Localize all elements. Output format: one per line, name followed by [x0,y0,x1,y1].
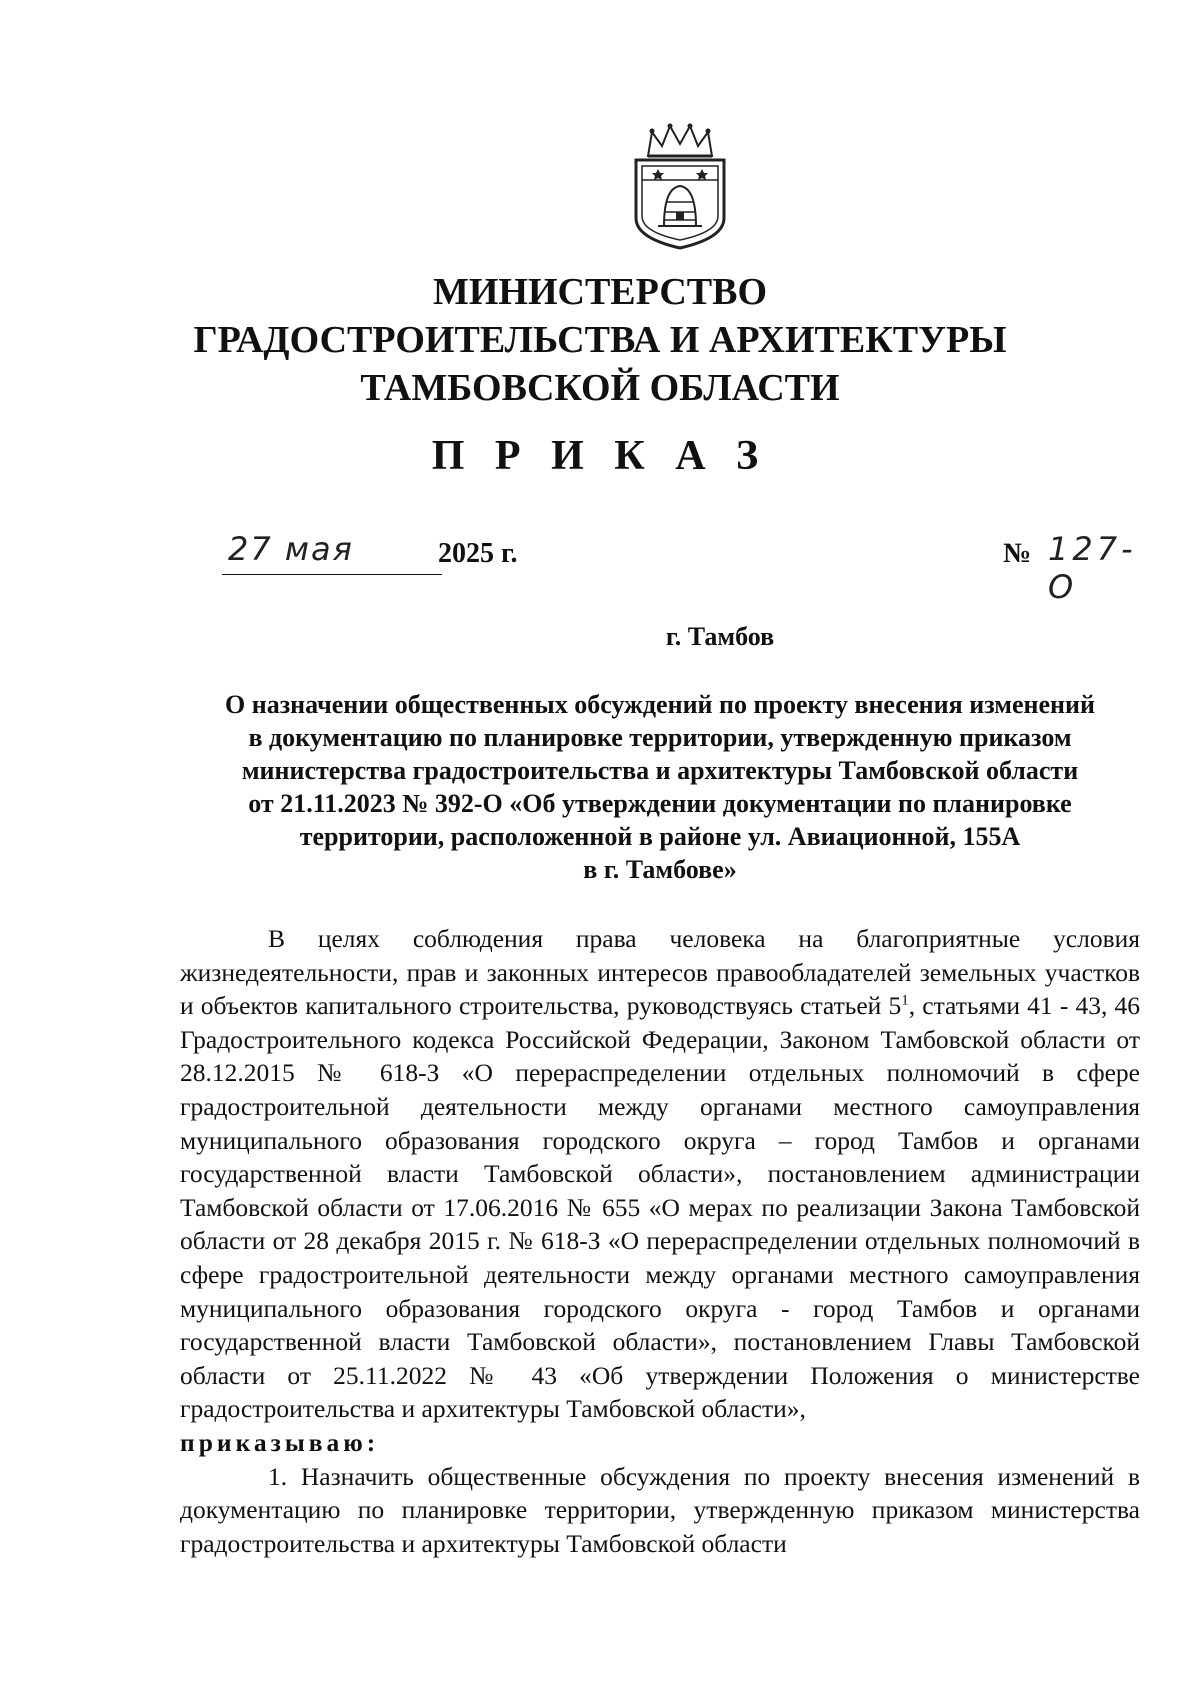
subject-line: территории, расположенной в районе ул. Авиационной, 155А [299,822,1021,851]
preamble-text-part2: , статьями 41 - 43, 46 Градостроительного кодекса Российской Федерации, Законом Тамбовской области от 28.12.2015 № 618-З «О перераспределении отдельных полномочий в сфере градостроительной деятельности между органами местного самоуправления муниципального образования городского округа – город Тамбов и органами государственной власти Тамбовской области», постановлением администрации Тамбовской области от 17.06.2016 № 655 «О мерах по реализации Закона Тамбовской области от 28 декабря 2015 г. № 618-З «О перераспределении отдельных полномочий в сфере градостроительной деятельности между органами местного самоуправления муниципального образования городского округа - город Тамбов и органами государственной власти Тамбовской области», постановлением Главы Тамбовской области от 25.11.2022 № 43 «Об утверждении Положения о министерстве градостроительства и архитектуры Тамбовской области», [180,991,1140,1424]
preamble-paragraph [180,922,1140,1426]
handwritten-document-number: 127-О [1048,530,1137,606]
handwritten-date [222,532,442,575]
ministry-name [0,268,1200,412]
document-year: 2025 г. [438,538,518,569]
order-subject [180,688,1140,886]
handwritten-date-text: 27 мая [228,530,354,568]
subject-line: министерства градостроительства и архитектуры Тамбовской области [241,756,1079,785]
directive-paragraph [180,1426,1140,1460]
article-superscript: 1 [901,992,909,1009]
ministry-line: ТАМБОВСКОЙ ОБЛАСТИ [360,367,840,409]
order-body [180,922,1140,1560]
date-number-line [210,530,1137,606]
ministry-line: ГРАДОСТРОИТЕЛЬСТВА И АРХИТЕКТУРЫ [193,319,1007,361]
coat-of-arms-emblem [628,122,732,252]
number-sign: № [1003,538,1032,569]
ministry-line: МИНИСТЕРСТВО [432,271,768,313]
subject-line: в документацию по планировке территории, утвержденную приказом [248,723,1072,752]
preamble-text-part1: В целях соблюдения права человека на благоприятные условия жизнедеятельности, прав и законных интересов правообладателей земельных участков и объектов капитального строительства, руководствуясь статьей 5 [180,924,1140,1021]
subject-line: О назначении общественных обсуждений по проекту внесения изменений [225,690,1095,719]
document-type-title: П Р И К А З [431,433,769,479]
city-name: г. Тамбов [665,622,775,651]
subject-line: от 21.11.2023 № 392-О «Об утверждении документации по планировке [248,789,1072,818]
directive-word: приказываю: [180,1427,380,1457]
order-item-1: 1. Назначить общественные обсуждения по проекту внесения изменений в документацию по планировке территории, утвержденную приказом министерства градостроительства и архитектуры Тамбовской области [180,1461,1140,1558]
subject-line: в г. Тамбове» [583,855,737,884]
